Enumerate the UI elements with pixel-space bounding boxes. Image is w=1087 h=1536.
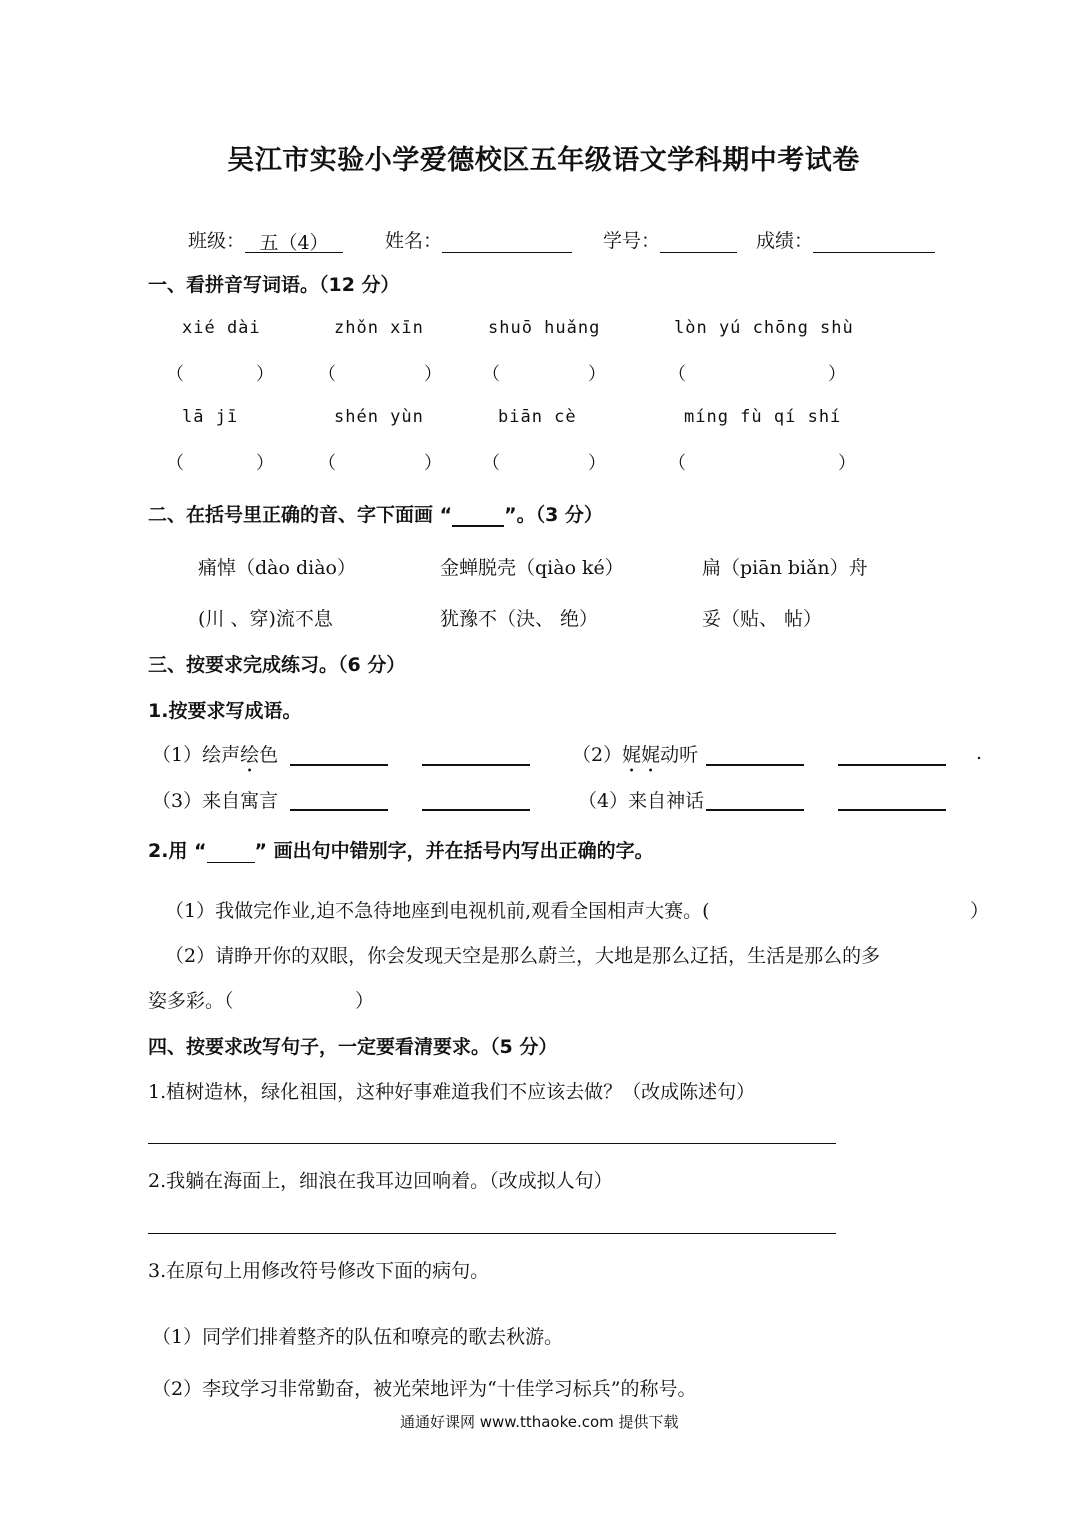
pinyin-2: zhǒn xīn [334,318,424,338]
idiom-prompt-3: （3）来自寓言 [152,790,279,812]
underline-sample [452,505,504,527]
rewrite-question-1: 1.植树造林，绿化祖国，这种好事难道我们不应该去做？（改成陈述句） [148,1081,756,1103]
choice-item[interactable]: 金蝉脱壳（qiào ké） [440,557,624,579]
class-value: 五（4） [245,228,343,253]
section-2-heading: 二、在括号里正确的音、字下面画 “ ”。（3 分） [148,504,603,526]
score-blank[interactable] [813,228,935,253]
pinyin-6: shén yùn [334,407,424,427]
name-blank[interactable] [442,228,572,253]
idiom-prompt-1: （1）绘声绘色 [152,744,279,766]
idiom-prompt-2: （2）娓娓动听 [572,744,699,766]
section-3-sub-1: 1.按要求写成语。 [148,700,302,722]
typo-sentence-2-cont: 姿多彩。（ [148,990,234,1012]
footer-credit: 通通好课网 www.tthaoke.com 提供下载 [400,1413,679,1431]
answer-line-2[interactable] [148,1233,836,1234]
answer-paren[interactable]: （ ） [482,453,606,474]
typo-sentence-2: （2）请睁开你的双眼，你会发现天空是那么蔚兰，大地是那么辽括，生活是那么的多 [165,945,881,967]
rewrite-question-2: 2.我躺在海面上，细浪在我耳边回响着。（改成拟人句） [148,1170,613,1192]
idiom-blank[interactable] [706,787,804,811]
choice-item[interactable]: 痛悼（dào diào） [198,557,356,579]
id-field [603,226,737,253]
stray-dot: . [976,742,983,764]
choice-item[interactable]: 犹豫不（決、 绝） [440,608,599,630]
faulty-sentence-1: （1）同学们排着整齐的队伍和嘹亮的歌去秋游。 [152,1326,564,1348]
answer-paren[interactable]: （ ） [668,453,856,474]
id-label: 学号： [603,230,661,252]
idiom-blank[interactable] [838,787,946,811]
pinyin-4: lòn yú chōng shù [674,318,854,338]
choice-item[interactable]: 妥（贴、 帖） [702,608,823,630]
pinyin-1: xié dài [182,318,261,338]
idiom-blank[interactable] [422,787,530,811]
rewrite-question-3: 3.在原句上用修改符号修改下面的病句。 [148,1260,490,1282]
answer-paren[interactable]: （ ） [668,364,846,385]
typo-answer-close-2: ） [355,990,375,1012]
typo-answer-close-1: ） [970,900,990,922]
answer-paren[interactable]: （ ） [482,364,606,385]
class-label: 班级： [188,230,246,252]
pinyin-3: shuō huǎng [488,318,601,338]
choice-item[interactable]: (川 、穿)流不息 [198,608,333,630]
idiom-blank[interactable] [290,787,388,811]
section-3-heading: 三、按要求完成练习。（6 分） [148,654,406,676]
name-label: 姓名： [385,230,443,252]
pinyin-7: biān cè [498,407,577,427]
typo-sentence-1: （1）我做完作业,迫不急待地座到电视机前,观看全国相声大赛。( [165,900,710,922]
score-label: 成绩： [756,230,814,252]
section-3-sub-2: 2.用 “ ” 画出句中错别字，并在括号内写出正确的字。 [148,840,654,862]
idiom-prompt-4: （4）来自神话 [578,790,705,812]
pinyin-8: míng fù qí shí [684,407,842,427]
section-1-heading: 一、看拼音写词语。（12 分） [148,274,400,296]
choice-item[interactable]: 扁（piān biǎn）舟 [702,557,868,579]
answer-paren[interactable]: （ ） [318,453,442,474]
idiom-blank[interactable] [290,742,388,766]
pinyin-5: lā jī [182,407,239,427]
underline-sample [207,844,255,863]
idiom-blank[interactable] [422,742,530,766]
section-4-heading: 四、按要求改写句子，一定要看清要求。（5 分） [148,1036,558,1058]
faulty-sentence-2: （2）李玟学习非常勤奋，被光荣地评为“十佳学习标兵”的称号。 [152,1378,697,1400]
score-field [756,226,935,253]
answer-paren[interactable]: （ ） [166,364,274,385]
page-title: 吴江市实验小学爱德校区五年级语文学科期中考试卷 [227,145,860,176]
class-field [188,226,343,253]
idiom-blank[interactable] [706,742,804,766]
answer-paren[interactable]: （ ） [318,364,442,385]
answer-paren[interactable]: （ ） [166,453,274,474]
answer-line-1[interactable] [148,1143,836,1144]
idiom-blank[interactable] [838,742,946,766]
name-field [385,226,572,253]
id-blank[interactable] [660,228,737,253]
